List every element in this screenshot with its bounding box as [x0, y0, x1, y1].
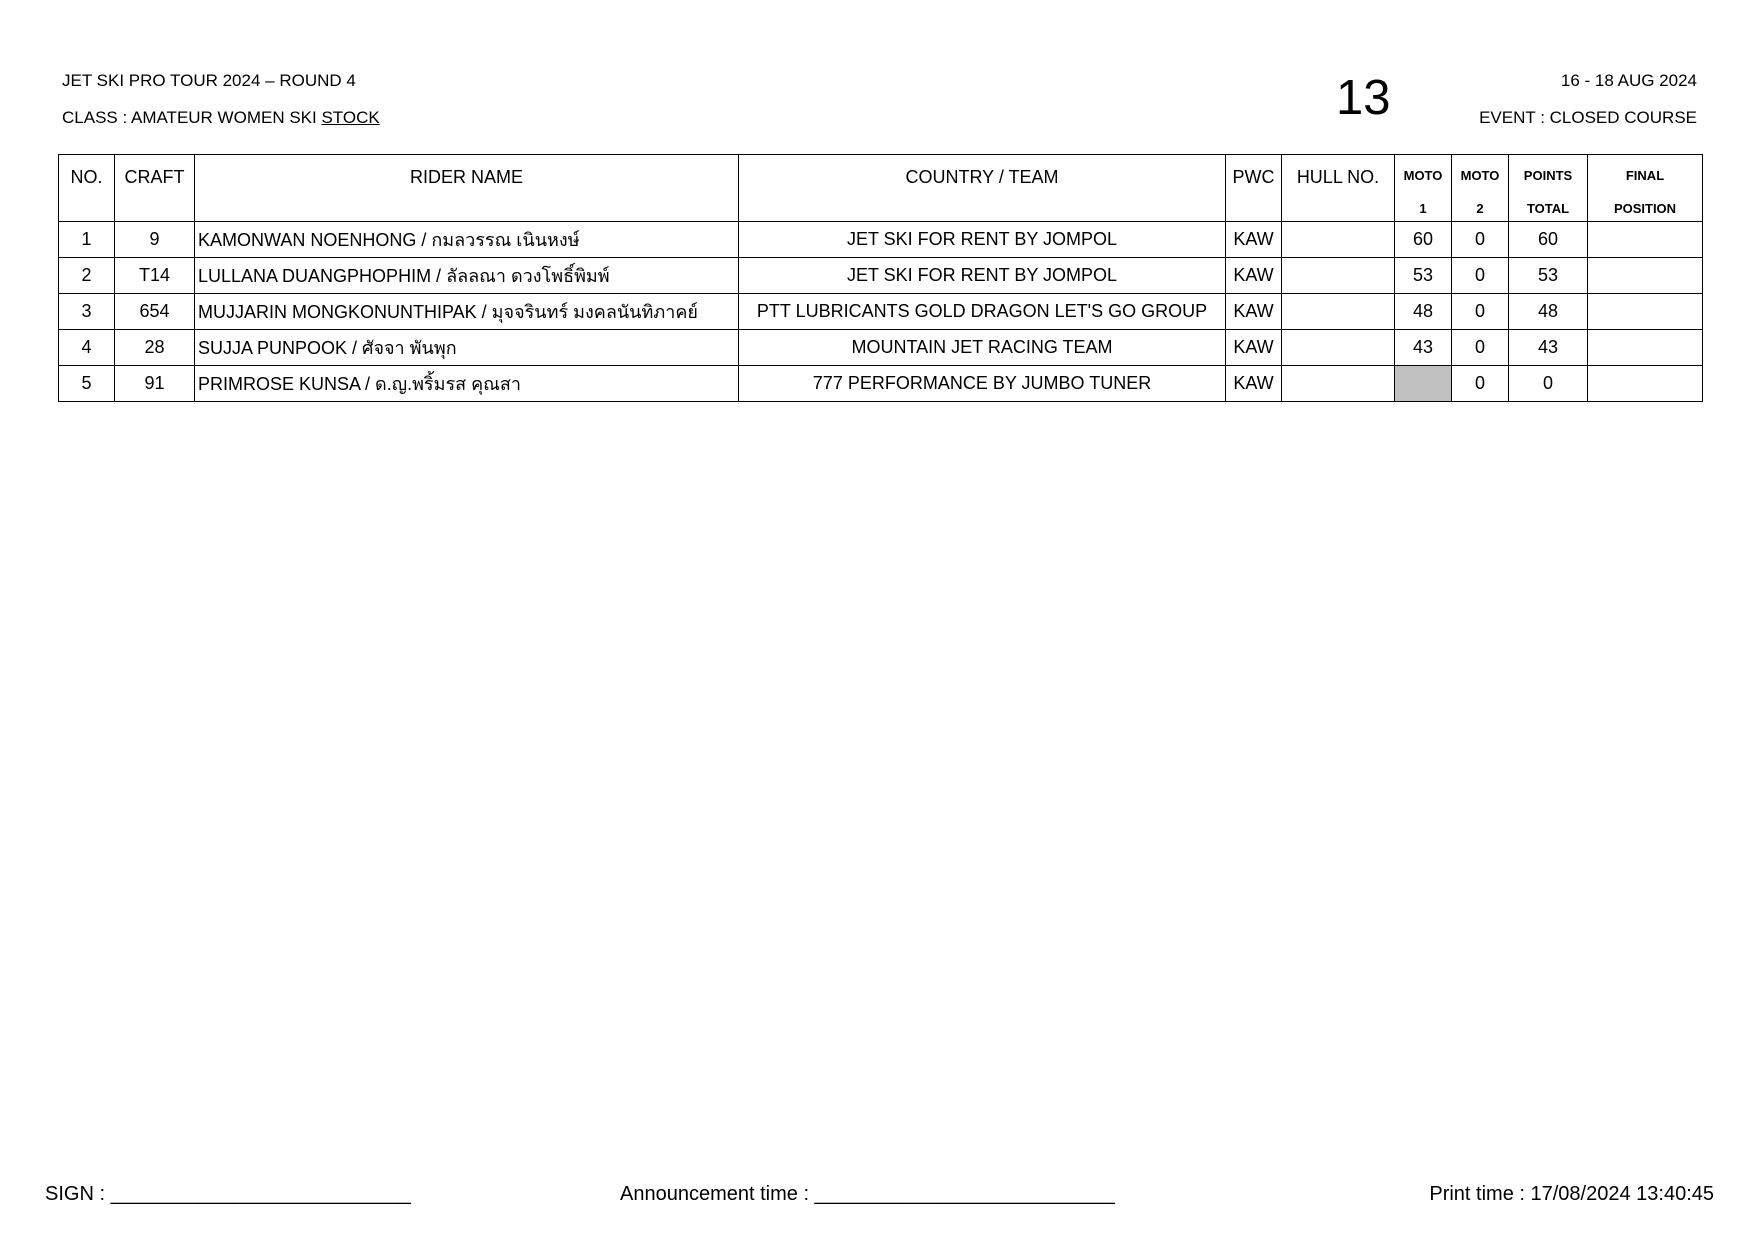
cell-rider-name: PRIMROSE KUNSA / ด.ญ.พริ้มรส คุณสา: [195, 366, 739, 402]
cell-craft: 91: [115, 366, 195, 402]
cell-points-total: 53: [1509, 258, 1588, 294]
page-number: 13: [1336, 71, 1391, 125]
cell-final-position: [1588, 222, 1703, 258]
cell-no: 5: [59, 366, 115, 402]
col-header-points-total: POINTS TOTAL: [1509, 155, 1588, 222]
class-prefix: CLASS : AMATEUR WOMEN SKI: [62, 108, 322, 127]
cell-rider-name: KAMONWAN NOENHONG / กมลวรรณ เนินหงษ์: [195, 222, 739, 258]
cell-pwc: KAW: [1226, 366, 1282, 402]
sign-line: SIGN : ___________________________: [45, 1183, 411, 1205]
table-row: [59, 294, 1703, 330]
cell-moto2: 0: [1452, 366, 1509, 402]
cell-country-team: JET SKI FOR RENT BY JOMPOL: [739, 258, 1226, 294]
cell-pwc: KAW: [1226, 258, 1282, 294]
cell-craft: 28: [115, 330, 195, 366]
cell-points-total: 0: [1509, 366, 1588, 402]
table-row: [59, 258, 1703, 294]
event-date: 16 - 18 AUG 2024: [1560, 71, 1697, 90]
cell-moto1: 43: [1395, 330, 1452, 366]
cell-country-team: PTT LUBRICANTS GOLD DRAGON LET'S GO GROUP: [739, 294, 1226, 330]
cell-moto1: 48: [1395, 294, 1452, 330]
cell-points-total: 43: [1509, 330, 1588, 366]
cell-moto2: 0: [1452, 222, 1509, 258]
cell-no: 4: [59, 330, 115, 366]
col-header-craft: CRAFT: [115, 155, 195, 222]
cell-points-total: 48: [1509, 294, 1588, 330]
cell-no: 2: [59, 258, 115, 294]
col-header-country-team: COUNTRY / TEAM: [739, 155, 1226, 222]
event-title: JET SKI PRO TOUR 2024 – ROUND 4: [62, 71, 356, 90]
cell-hull-no: [1282, 222, 1395, 258]
cell-final-position: [1588, 294, 1703, 330]
cell-moto2: 0: [1452, 330, 1509, 366]
col-header-no: NO.: [59, 155, 115, 222]
cell-country-team: JET SKI FOR RENT BY JOMPOL: [739, 222, 1226, 258]
cell-hull-no: [1282, 258, 1395, 294]
cell-final-position: [1588, 258, 1703, 294]
cell-pwc: KAW: [1226, 222, 1282, 258]
col-header-moto2: MOTO 2: [1452, 155, 1509, 222]
cell-final-position: [1588, 366, 1703, 402]
cell-hull-no: [1282, 366, 1395, 402]
cell-craft: T14: [115, 258, 195, 294]
class-stock: STOCK: [321, 108, 380, 127]
class-label: [62, 108, 380, 128]
col-header-pwc: PWC: [1226, 155, 1282, 222]
cell-no: 1: [59, 222, 115, 258]
announcement-time: Announcement time : ___________________________: [620, 1183, 1115, 1205]
cell-hull-no: [1282, 294, 1395, 330]
cell-moto1: 53: [1395, 258, 1452, 294]
cell-final-position: [1588, 330, 1703, 366]
col-header-moto1: MOTO 1: [1395, 155, 1452, 222]
table-row: [59, 330, 1703, 366]
cell-no: 3: [59, 294, 115, 330]
col-header-final-position: FINAL POSITION: [1588, 155, 1703, 222]
cell-rider-name: LULLANA DUANGPHOPHIM / ลัลลณา ดวงโพธิ์พิมพ์: [195, 258, 739, 294]
cell-pwc: KAW: [1226, 294, 1282, 330]
cell-rider-name: MUJJARIN MONGKONUNTHIPAK / มุจจรินทร์ มงคลนันทิภาคย์: [195, 294, 739, 330]
cell-pwc: KAW: [1226, 330, 1282, 366]
print-time: Print time : 17/08/2024 13:40:45: [1429, 1183, 1714, 1205]
event-type: EVENT : CLOSED COURSE: [1479, 108, 1697, 127]
table-row: [59, 366, 1703, 402]
cell-country-team: 777 PERFORMANCE BY JUMBO TUNER: [739, 366, 1226, 402]
cell-moto1: 60: [1395, 222, 1452, 258]
table-row: [59, 222, 1703, 258]
cell-hull-no: [1282, 330, 1395, 366]
cell-craft: 9: [115, 222, 195, 258]
col-header-hull-no: HULL NO.: [1282, 155, 1395, 222]
cell-moto2: 0: [1452, 294, 1509, 330]
header-row: [59, 155, 1703, 222]
cell-country-team: MOUNTAIN JET RACING TEAM: [739, 330, 1226, 366]
results-table: [58, 154, 1703, 402]
cell-rider-name: SUJJA PUNPOOK / ศัจจา พันพุก: [195, 330, 739, 366]
cell-moto2: 0: [1452, 258, 1509, 294]
col-header-rider-name: RIDER NAME: [195, 155, 739, 222]
cell-craft: 654: [115, 294, 195, 330]
cell-moto1: [1395, 366, 1452, 402]
cell-points-total: 60: [1509, 222, 1588, 258]
